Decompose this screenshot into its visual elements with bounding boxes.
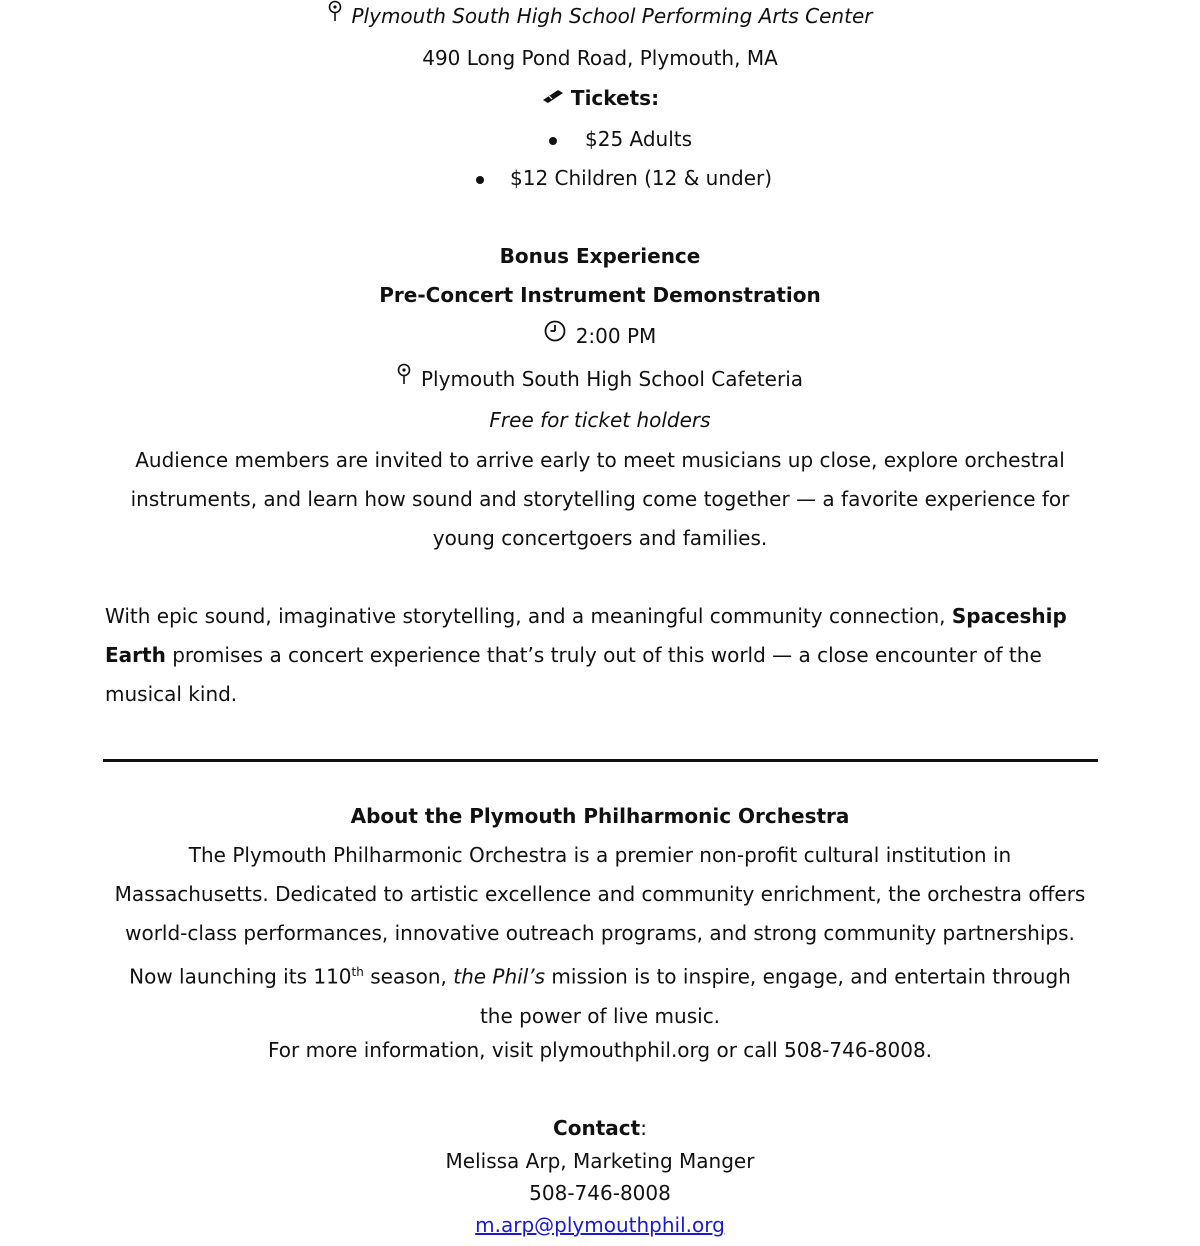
tickets-label: Tickets:	[570, 86, 660, 110]
contact-phone: 508-746-8008	[529, 1181, 671, 1205]
map-pin-icon	[397, 363, 411, 392]
bullet	[549, 137, 557, 145]
bonus-note: Free for ticket holders	[489, 408, 711, 432]
closing-after: promises a concert experience that’s truly out of this world — a close encounter of the musical kind.	[105, 643, 1042, 706]
closing-paragraph	[105, 597, 1095, 714]
contact-colon: :	[640, 1116, 647, 1140]
about-body-after: mission is to inspire, engage, and entertain through the power of live music.	[479, 964, 1071, 1028]
bonus-location-line	[0, 365, 1200, 395]
closing-before: With epic sound, imaginative storytelling, and a meaningful community connection,	[105, 604, 946, 628]
the-phil: the Phil’s	[453, 964, 546, 989]
bonus-title: Pre-Concert Instrument Demonstration	[379, 283, 821, 307]
bonus-time-line	[0, 322, 1200, 352]
tickets-heading	[0, 84, 1200, 114]
bullet	[476, 176, 484, 184]
ticket-icon	[541, 83, 565, 111]
about-body-before: The Plymouth Philharmonic Orchestra is a premier non-profit cultural institution in Massachusetts. Dedicated to artistic excellence and community enrichment, the orchestra offers world-class performances, innovative outreach programs, and strong community partnerships. Now launching its 110	[114, 843, 1086, 989]
bonus-heading: Bonus Experience	[499, 244, 701, 268]
bonus-description: Audience members are invited to arrive early to meet musicians up close, explore orchestral instruments, and learn how sound and storytelling come together — a favorite experience for young concertgoers and families.	[130, 448, 1070, 550]
ticket-adult: $25 Adults	[585, 127, 693, 151]
clock-icon	[544, 320, 566, 349]
map-pin-icon	[328, 0, 342, 29]
show-title: Spaceship Earth	[105, 604, 1067, 667]
contact-heading	[0, 1114, 1200, 1142]
contact-name: Melissa Arp, Marketing Manger	[445, 1149, 755, 1173]
more-info: For more information, visit plymouthphil.org or call 508-746-8008.	[267, 1038, 933, 1062]
ordinal-suffix: th	[351, 965, 364, 979]
contact-email-line	[0, 1211, 1200, 1239]
bonus-location: Plymouth South High School Cafeteria	[420, 367, 804, 391]
contact-email-link[interactable]: m.arp@plymouthphil.org	[475, 1213, 725, 1237]
about-body	[110, 836, 1090, 1036]
contact-label: Contact	[553, 1116, 641, 1140]
about-body-mid: season,	[370, 964, 447, 989]
ticket-children: $12 Children (12 & under)	[510, 166, 773, 190]
bonus-time: 2:00 PM	[575, 324, 657, 348]
venue-address: 490 Long Pond Road, Plymouth, MA	[422, 46, 778, 70]
about-heading: About the Plymouth Philharmonic Orchestra	[350, 804, 850, 828]
venue-line	[0, 2, 1200, 32]
divider	[103, 759, 1098, 762]
venue-name: Plymouth South High School Performing Arts Center	[351, 4, 873, 28]
